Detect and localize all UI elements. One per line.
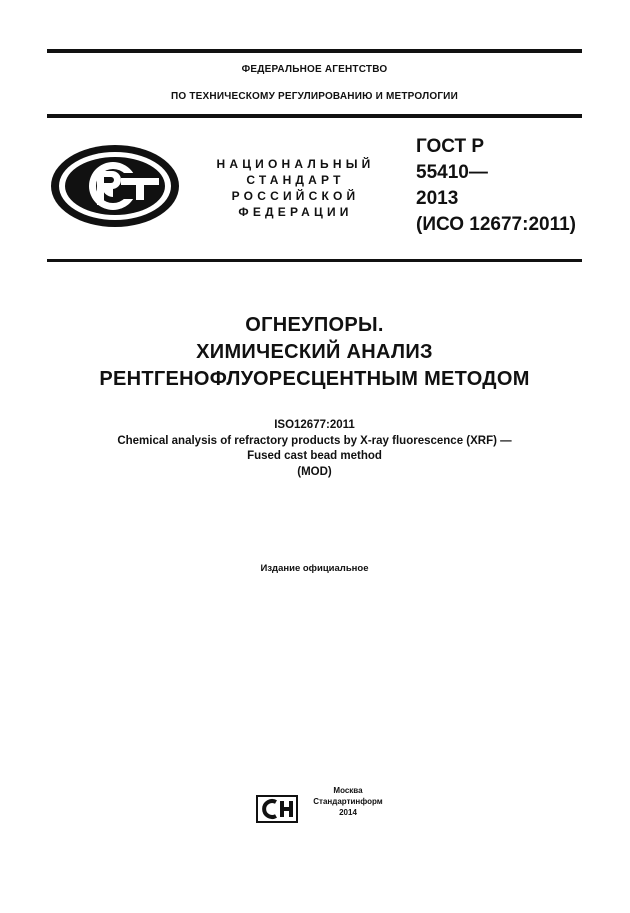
- iso-line: (MOD): [297, 465, 332, 478]
- national-line: НАЦИОНАЛЬНЫЙ: [216, 157, 375, 171]
- header-rule: [47, 114, 582, 118]
- publisher-name: Стандартинформ: [313, 797, 383, 806]
- publisher-imprint: [304, 785, 392, 818]
- standard-designation: [416, 134, 591, 238]
- iso-line: Chemical analysis of refractory products by X-ray fluorescence (XRF) —: [117, 434, 512, 447]
- title-line: РЕНТГЕНОФЛУОРЕСЦЕНТНЫМ МЕТОДОМ: [99, 368, 530, 390]
- iso-reference: [47, 418, 582, 480]
- national-line: ФЕДЕРАЦИИ: [238, 205, 353, 219]
- standartinform-logo: [256, 795, 298, 823]
- national-line: РОССИЙСКОЙ: [231, 189, 360, 203]
- title-line: ОГНЕУПОРЫ.: [245, 314, 384, 336]
- title-rule: [47, 259, 582, 262]
- document-title: [47, 312, 582, 393]
- gost-r-logo: [49, 143, 181, 229]
- national-line: СТАНДАРТ: [246, 173, 345, 187]
- national-standard-label: [198, 156, 393, 220]
- agency-name-line1: ФЕДЕРАЛЬНОЕ АГЕНТСТВО: [241, 64, 388, 75]
- iso-line: ISO12677:2011: [274, 419, 355, 431]
- agency-name-line2: ПО ТЕХНИЧЕСКОМУ РЕГУЛИРОВАНИЮ И МЕТРОЛОГИИ: [171, 91, 458, 102]
- designation-line: (ИСО 12677:2011): [416, 214, 576, 235]
- designation-line: 2013: [416, 188, 459, 209]
- publication-year: 2014: [339, 808, 357, 817]
- publisher-city: Москва: [333, 786, 363, 795]
- iso-line: Fused cast bead method: [247, 450, 382, 462]
- top-rule: [47, 49, 582, 53]
- designation-line: ГОСТ Р: [416, 136, 485, 157]
- official-edition-label: Издание официальное: [260, 563, 369, 574]
- title-line: ХИМИЧЕСКИЙ АНАЛИЗ: [196, 341, 433, 363]
- designation-line: 55410—: [416, 162, 488, 183]
